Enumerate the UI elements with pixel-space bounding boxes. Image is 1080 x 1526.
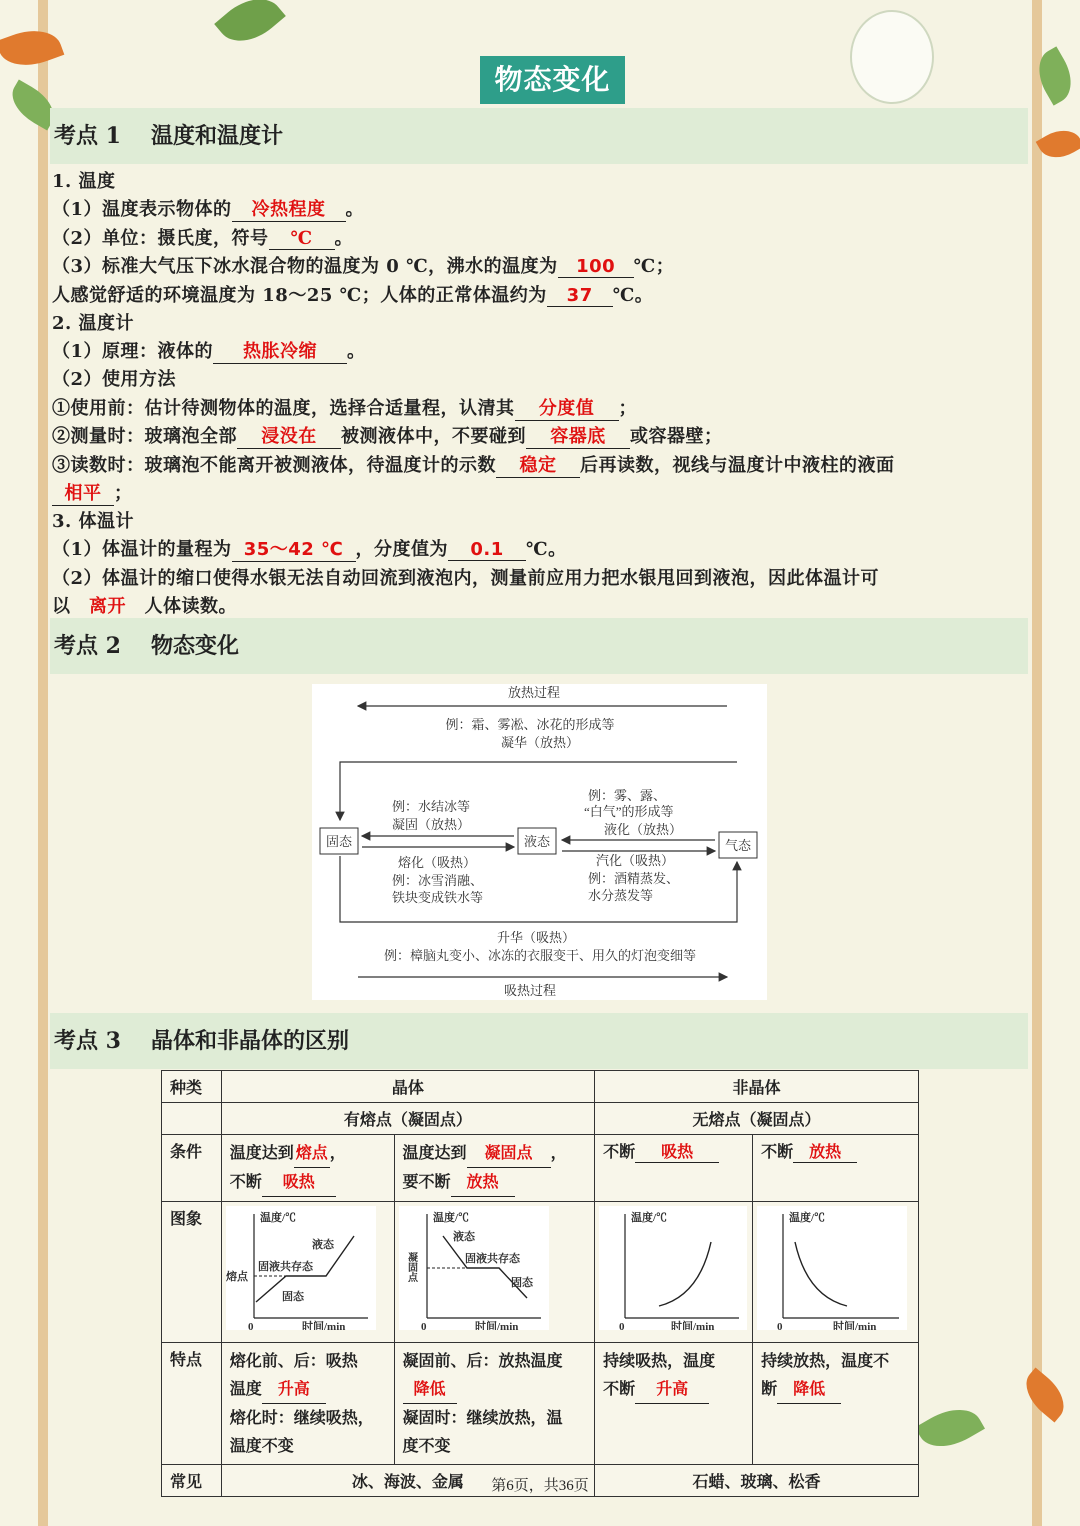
no-melting-point: 无熔点（凝固点） [595,1103,919,1135]
svg-text:时间/min: 时间/min [833,1321,877,1330]
svg-text:液态: 液态 [311,1239,334,1251]
section-number: 考点 2 [54,633,121,659]
svg-text:温度/℃: 温度/℃ [631,1212,668,1224]
common-crystal: 冰、海波、金属 [221,1465,594,1497]
text-line: 相平 ； [52,479,133,506]
gas-state-label: 气态 [724,838,752,853]
cell-condition-amorph-freeze: 不断 放热 [753,1135,919,1202]
svg-text:温度/℃: 温度/℃ [432,1212,469,1224]
cell-feature-melt: 熔化前、后：吸热 温度 升高 熔化时：继续吸热， 温度不变 [221,1343,394,1465]
svg-text:熔点: 熔点 [225,1271,248,1283]
page-title: 物态变化 [480,56,625,104]
svg-text:时间/min: 时间/min [301,1321,346,1330]
liquid-state-label: 液态 [523,834,551,849]
text-line: （1）原理：液体的 热胀冷缩 。 [52,337,366,364]
header-crystal: 晶体 [221,1071,594,1103]
answer: 冷热程度 [232,195,346,222]
svg-text:液态: 液态 [452,1231,475,1243]
section-title: 温度和温度计 [150,123,283,149]
svg-text:0: 0 [619,1321,625,1330]
svg-text:时间/min: 时间/min [671,1321,715,1330]
cartoon-mascot-icon [850,10,934,104]
vaporization-label: 汽化（吸热） [596,853,675,868]
section-number: 考点 1 [54,123,121,149]
heading-clinical-thermometer: 3. 体温计 [52,511,135,532]
answer: ℃ [269,228,335,250]
cell-condition-melt: 温度达到 熔点 ， 不断 吸热 [221,1135,394,1202]
graph-crystal-melting [221,1202,394,1343]
deposition-example: 例：霜、雾凇、冰花的形成等 [445,717,615,732]
section-title: 物态变化 [150,633,239,659]
graph-crystal-freezing [394,1202,595,1343]
vaporization-example-1: 例：酒精蒸发、 [588,871,680,886]
sublimation-label: 升华（吸热） [496,930,576,945]
answer: 分度值 [515,394,619,421]
melting-example-1: 例：冰雪消融、 [392,873,484,888]
release-heat-label: 放热过程 [507,685,561,700]
vaporization-example-2: 水分蒸发等 [588,888,654,903]
has-melting-point: 有熔点（凝固点） [221,1103,594,1135]
leaf-decoration-icon [1036,122,1080,166]
text-line: （2）体温计的缩口使得水银无法自动回流到液泡内，测量前应用力把水银甩回到液泡，因此体温计可 [52,568,880,589]
text-line: （1）温度表示物体的 冷热程度 。 [52,195,364,222]
graph-amorphous-melting [595,1202,753,1343]
crystal-comparison-table [161,1070,919,1497]
header-kind: 种类 [162,1071,222,1103]
freezing-label: 凝固（放热） [392,817,471,832]
row-label-common: 常见 [162,1465,222,1497]
svg-text:固态: 固态 [281,1291,304,1303]
answer: 离开 [71,592,145,619]
svg-text:0: 0 [247,1321,254,1330]
row-label-feature: 特点 [162,1343,222,1465]
svg-text:0: 0 [777,1321,783,1330]
deposition-label: 凝华（放热） [500,735,580,750]
row-label-graph: 图象 [162,1202,222,1343]
answer: 100 [558,256,634,278]
section-title: 晶体和非晶体的区别 [150,1028,349,1054]
svg-text:凝固点: 凝固点 [405,1252,417,1282]
cell-condition-amorph-melt: 不断 吸热 [595,1135,753,1202]
answer: 相平 [52,479,114,506]
solid-state-label: 固态 [325,834,353,849]
answer: 浸没在 [237,422,341,449]
text-line: 以 离开 人体读数。 [52,592,237,619]
cell-condition-freeze: 温度达到 凝固点 ， 要不断 放热 [394,1135,595,1202]
text-line: 人感觉舒适的环境温度为 18～25 ℃；人体的正常体温约为 37 ℃。 [52,285,654,306]
liquefaction-label: 液化（放热） [604,822,683,837]
absorb-heat-label: 吸热过程 [503,983,557,998]
answer: 热胀冷缩 [213,337,347,364]
sublimation-example: 例：樟脑丸变小、冰冻的衣服变干、用久的灯泡变细等 [383,948,697,963]
common-amorphous: 石蜡、玻璃、松香 [595,1465,919,1497]
state-change-diagram [312,684,767,1000]
heading-temperature: 1. 温度 [52,171,116,192]
text-line: （1）体温计的量程为 35～42 ℃ ，分度值为 0.1 ℃。 [52,535,567,562]
cell-feature-freeze: 凝固前、后：放热温度 降低 凝固时：继续放热，温 度不变 [394,1343,595,1465]
graph-amorphous-freezing [753,1202,919,1343]
svg-text:固液共存态: 固液共存态 [464,1253,520,1265]
section-header-2 [50,618,1028,674]
section-header-1 [50,108,1028,164]
text-line: ①使用前：估计待测物体的温度，选择合适量程，认清其 分度值 ； [52,394,637,421]
liquefaction-example-2: “白气”的形成等 [584,804,674,819]
heading-thermometer: 2. 温度计 [52,313,135,334]
svg-text:固态: 固态 [510,1277,533,1289]
melting-example-2: 铁块变成铁水等 [392,890,484,905]
text-line: （2）单位：摄氏度，符号 ℃ 。 [52,228,354,249]
svg-text:温度/℃: 温度/℃ [259,1212,296,1224]
melting-label: 熔化（吸热） [398,855,477,870]
page-number: 第6页，共36页 [491,1478,589,1494]
section-header-3 [50,1013,1028,1069]
svg-text:固液共存态: 固液共存态 [257,1261,313,1273]
liquefaction-example-1: 例：雾、露、 [588,788,667,803]
answer: 容器底 [526,422,630,449]
text-line: ③读数时：玻璃泡不能离开被测液体，待温度计的示数 稳定 后再读数，视线与温度计中液柱的液面 [52,451,895,478]
answer: 37 [547,285,613,307]
answer: 0.1 [448,539,526,561]
answer: 35～42 ℃ [232,535,356,562]
row-label-condition: 条件 [162,1135,222,1202]
section-number: 考点 3 [54,1028,121,1054]
cell-feature-amorph-melt: 持续吸热，温度 不断 升高 [595,1343,753,1465]
answer: 稳定 [496,451,580,478]
text-line: ②测量时：玻璃泡全部 浸没在 被测液体中，不要碰到 容器底 或容器壁； [52,422,723,449]
header-amorphous: 非晶体 [595,1071,919,1103]
svg-text:温度/℃: 温度/℃ [789,1212,826,1224]
freezing-example: 例：水结冰等 [392,799,471,814]
text-line: （3）标准大气压下冰水混合物的温度为 0 ℃，沸水的温度为 100 ℃； [52,256,675,277]
text-line: （2）使用方法 [52,369,177,390]
svg-text:时间/min: 时间/min [474,1321,518,1330]
cell-feature-amorph-freeze: 持续放热，温度不 断 降低 [753,1343,919,1465]
svg-text:0: 0 [420,1321,427,1330]
